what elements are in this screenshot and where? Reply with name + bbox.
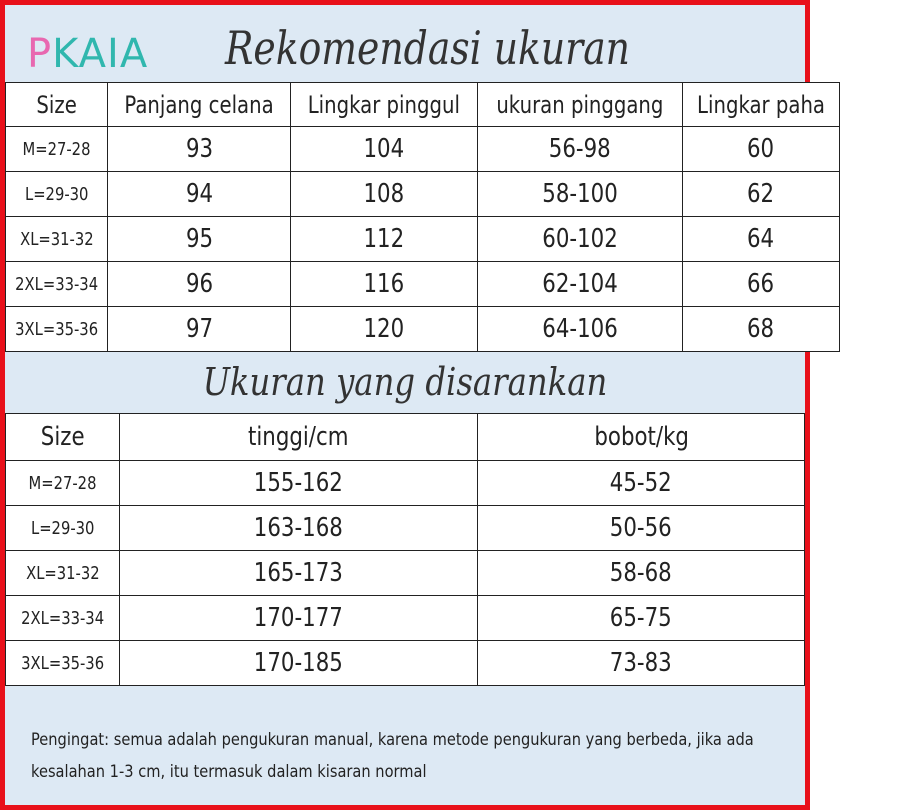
header-cell: Panjang celana [108,83,291,127]
header-cell: Size [6,414,120,461]
size-cell: 2XL=33-34 [6,262,108,307]
table-row [6,596,805,641]
table-cell: 96 [108,262,291,307]
table-cell: 66 [682,262,839,307]
table-cell: 50-56 [478,506,805,551]
table-cell: 64-106 [477,307,682,352]
table-cell: 73-83 [478,641,805,686]
measurement-table [5,82,840,352]
table-cell: 65-75 [478,596,805,641]
size-cell: XL=31-32 [6,217,108,262]
size-cell: L=29-30 [6,172,108,217]
header [5,5,805,81]
table-cell: 95 [108,217,291,262]
header-cell: Lingkar paha [682,83,839,127]
table-header-row [6,414,805,461]
table-cell: 62 [682,172,839,217]
table-row [6,127,840,172]
size-cell: 3XL=35-36 [6,307,108,352]
table-header-row [6,83,840,127]
table-cell: 104 [291,127,478,172]
size-cell: L=29-30 [6,506,120,551]
table-cell: 58-100 [477,172,682,217]
table-cell: 120 [291,307,478,352]
table-row [6,217,840,262]
header-cell: ukuran pinggang [477,83,682,127]
table-cell: 170-185 [119,641,477,686]
table-cell: 108 [291,172,478,217]
size-cell: 2XL=33-34 [6,596,120,641]
table-cell: 116 [291,262,478,307]
table-cell: 94 [108,172,291,217]
table-row [6,641,805,686]
header-cell: Lingkar pinggul [291,83,478,127]
table-row [6,461,805,506]
size-cell: XL=31-32 [6,551,120,596]
table-row [6,172,840,217]
table-row [6,506,805,551]
table-cell: 93 [108,127,291,172]
table-cell: 112 [291,217,478,262]
table-cell: 97 [108,307,291,352]
table-cell: 155-162 [119,461,477,506]
logo-text: KAIA [52,31,149,77]
page-title: Rekomendasi ukuran [225,21,630,75]
table-cell: 163-168 [119,506,477,551]
header-cell: bobot/kg [478,414,805,461]
table-cell: 68 [682,307,839,352]
size-cell: 3XL=35-36 [6,641,120,686]
table-cell: 60 [682,127,839,172]
measurement-note [5,688,805,805]
size-cell: M=27-28 [6,461,120,506]
table-cell: 56-98 [477,127,682,172]
recommendation-table [5,413,805,686]
table-row [6,307,840,352]
table-cell: 45-52 [478,461,805,506]
note-text: Pengingat: semua adalah pengukuran manual, karena metode pengukuran yang berbeda, jika ada kesalahan 1-3 cm, itu termasuk dalam kisaran normal [31,730,754,782]
header-cell: tinggi/cm [119,414,477,461]
header-cell: Size [6,83,108,127]
table-cell: 58-68 [478,551,805,596]
logo-letter-p: P [27,31,53,77]
table-cell: 165-173 [119,551,477,596]
table-cell: 64 [682,217,839,262]
table-cell: 62-104 [477,262,682,307]
table-cell: 170-177 [119,596,477,641]
table-row [6,262,840,307]
section-title-text: Ukuran yang disarankan [202,360,608,404]
size-cell: M=27-28 [6,127,108,172]
table-cell: 60-102 [477,217,682,262]
brand-logo [27,31,148,77]
section-title [5,352,805,412]
table-row [6,551,805,596]
